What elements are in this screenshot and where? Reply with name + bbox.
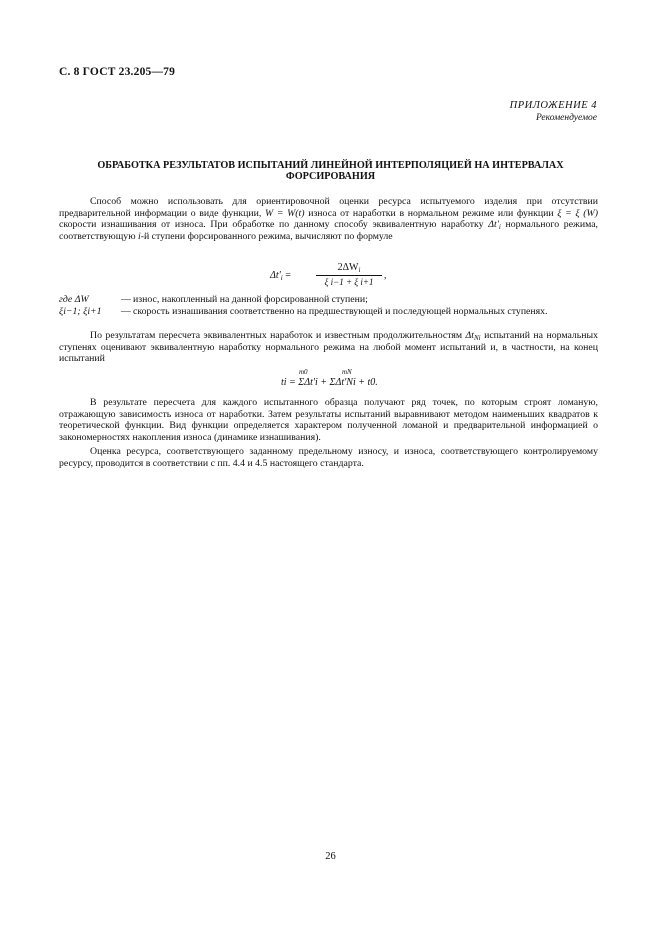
formula1-numerator-text: 2ΔW [337, 262, 359, 273]
p1-text-a: Способ можно использовать для ориентировочной оценки ресурса испытуемого изделия при отсутствии предварительной информации о виде функции, [59, 196, 598, 219]
paragraph-results: В результате пересчета для каждого испытанного образца получают ряд точек, по которым строят ломаную, отражающую зависимость износа от наработки. Затем результаты испытаний выравнивают методом наименьших квадратов к теоретической функции. Вид функции определяется характером полученной ломаной и предварительной информацией о закономерностях накопления износа (динамике изнашивания). [59, 397, 598, 443]
paragraph-recalculation [59, 330, 598, 365]
p1-text-b: износа от наработки в нормальном режиме или функции [304, 207, 558, 219]
formula1-lhs-sub: i [280, 274, 283, 282]
delta-t-n-symbol: Δt [465, 330, 475, 341]
delta-t-symbol: Δt' [488, 219, 499, 231]
formula1-denominator: ξ i−1 + ξ i+1 [324, 277, 374, 287]
paragraph-resource-estimate: Оценка ресурса, соответствующего заданному предельному износу, и износа, соответствующего контролируемому ресурсу, проводится в соответствии с пп. 4.4 и 4.5 настоящего стандарта. [59, 446, 598, 469]
appendix-label [510, 100, 597, 124]
definition-dash: — [121, 294, 131, 305]
formula1-lhs-symbol: Δt' [270, 270, 281, 281]
section-title-line-2: ФОРСИРОВАНИЯ [285, 171, 376, 182]
formula1-numerator [316, 262, 382, 274]
p1-text-d: нормального режима, соответствующую [59, 219, 598, 242]
paragraph-method-description [59, 196, 598, 242]
definition-row [59, 294, 598, 306]
formula1-comma: , [384, 270, 387, 281]
page-number: 26 [325, 851, 336, 862]
formula2-sup-mn: mN [342, 368, 352, 376]
appendix-title: ПРИЛОЖЕНИЕ 4 [509, 100, 597, 111]
delta-t-sub: i [498, 223, 501, 232]
section-title-line-1: ОБРАБОТКА РЕЗУЛЬТАТОВ ИСПЫТАНИЙ ЛИНЕЙНОЙ ИНТЕРПОЛЯЦИЕЙ НА ИНТЕРВАЛАХ [97, 160, 564, 171]
definition-text: износ, накопленный на данной форсированной ступени; [133, 294, 368, 305]
formula1-numerator-sub: i [358, 266, 361, 274]
section-title [70, 160, 591, 182]
document-header: С. 8 ГОСТ 23.205—79 [59, 66, 176, 78]
fraction-bar [316, 275, 382, 276]
definition-symbol: ξi−1; ξi+1 [59, 305, 102, 317]
definition-row [59, 306, 598, 318]
function-w: W = W(t) [265, 207, 305, 219]
formula2-sup-m0: m0 [299, 368, 308, 376]
p1-text-c: скорости изнашивания от износа. При обработке по данному способу эквивалентную наработку [59, 219, 489, 231]
definition-symbol: где ΔW [59, 294, 89, 305]
function-xi: ξ = ξ (W) [557, 207, 598, 219]
formula1-equals: = [282, 270, 294, 281]
definition-text: скорость изнашивания соответственно на предшествующей и последующей нормальных ступенях. [133, 305, 548, 317]
formula1-lhs [270, 270, 293, 281]
formula2-expression: ti = ΣΔt'i + ΣΔt'Ni + t0. [281, 377, 378, 388]
p2-text-b: испытаний на нормальных ступенях оценивают эквивалентную наработку нормального режима на любой момент испытаний и, в частности, на конец испытаний [59, 330, 598, 365]
formula1-fraction [316, 262, 382, 287]
appendix-subtitle: Рекомендуемое [535, 113, 597, 123]
p1-text-e: -й ступени форсированного режима, вычисляют по формуле [140, 230, 393, 242]
delta-t-n-sub: Ni [474, 334, 481, 342]
p2-text-a: По результатам пересчета эквивалентных наработок и известным продолжительностям [90, 330, 466, 341]
i-symbol: i [137, 230, 141, 242]
definition-dash: — [121, 305, 131, 317]
definitions-list [59, 294, 598, 317]
